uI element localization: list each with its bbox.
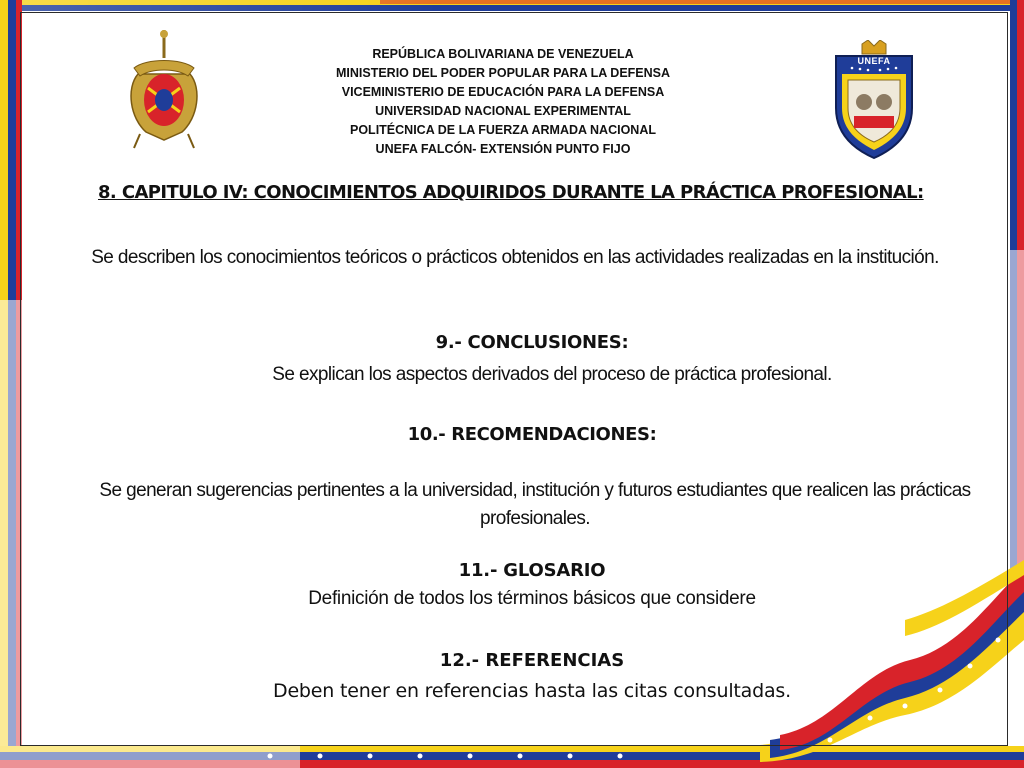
armed-forces-emblem-logo [126, 28, 202, 150]
header-line-2: MINISTERIO DEL PODER POPULAR PARA LA DEFENSA [335, 66, 671, 80]
unefa-logo-text: UNEFA [857, 56, 891, 66]
section-12-heading: 12.- REFERENCIAS [439, 650, 625, 671]
header-line-5: POLITÉCNICA DE LA FUERZA ARMADA NACIONAL [350, 123, 656, 137]
section-10-body: Se generan sugerencias pertinentes a la universidad, institución y futuros estudiantes que realicen las prácticas profesionales. [99, 480, 971, 529]
unefa-shield-logo [832, 40, 916, 160]
section-11-heading: 11.- GLOSARIO [458, 560, 606, 581]
section-8-body: Se describen los conocimientos teóricos o prácticos obtenidos en las actividades realizadas en la institución. [91, 247, 939, 268]
section-8-heading: 8. CAPITULO IV: CONOCIMIENTOS ADQUIRIDOS DURANTE LA PRÁCTICA PROFESIONAL: [98, 182, 924, 203]
section-12-body: Deben tener en referencias hasta las citas consultadas. [273, 680, 791, 702]
header-line-1: REPÚBLICA BOLIVARIANA DE VENEZUELA [372, 47, 634, 61]
header-line-3: VICEMINISTERIO DE EDUCACIÓN PARA LA DEFENSA [341, 85, 665, 99]
header-line-6: UNEFA FALCÓN- EXTENSIÓN PUNTO FIJO [375, 142, 631, 156]
institution-header [250, 45, 756, 159]
section-9-heading: 9.- CONCLUSIONES: [435, 332, 629, 353]
section-11-body: Definición de todos los términos básicos que considere [308, 588, 756, 609]
header-line-4: UNIVERSIDAD NACIONAL EXPERIMENTAL [375, 104, 631, 118]
section-9-body: Se explican los aspectos derivados del proceso de práctica profesional. [272, 364, 832, 385]
section-10-heading: 10.- RECOMENDACIONES: [407, 424, 657, 445]
